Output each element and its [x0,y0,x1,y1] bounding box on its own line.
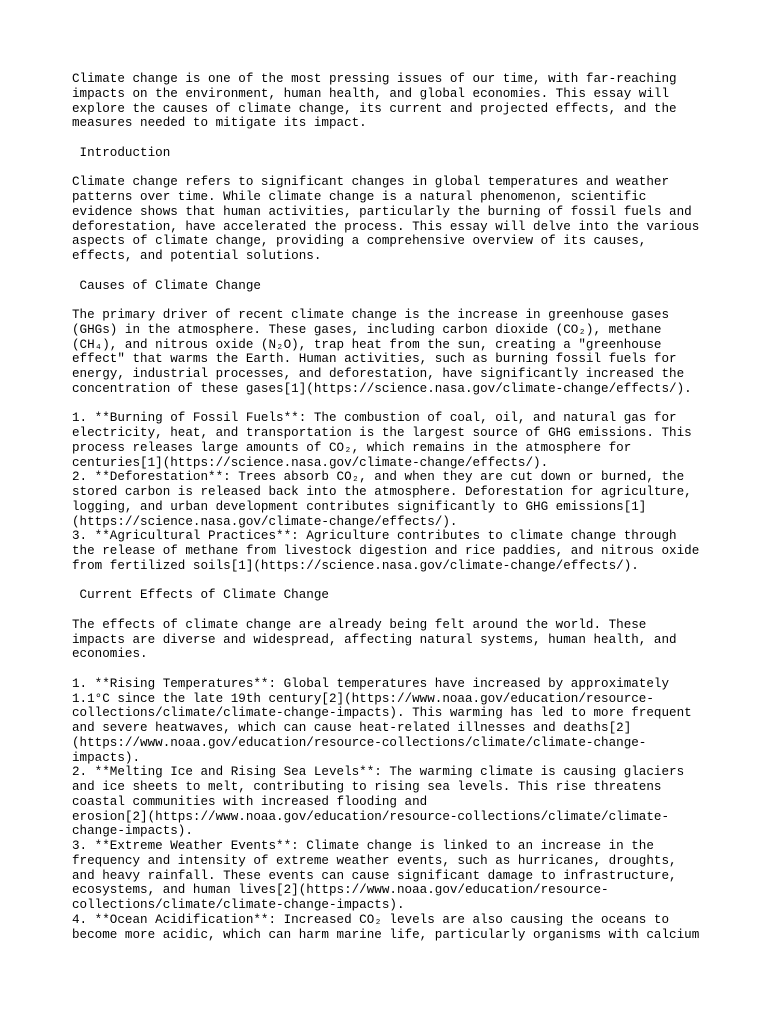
text-line: effect" that warms the Earth. Human activities, such as burning fossil fuels for [72,352,677,367]
causes-list [72,411,712,573]
list-item-line: coastal communities with increased flooding and [72,794,428,809]
section-heading-causes: Causes of Climate Change [72,278,261,293]
list-item-line: and severe heatwaves, which can cause heat-related illnesses and deaths[2] [72,721,632,735]
text-line: measures needed to mitigate its impact. [72,116,367,131]
list-item-line: 1.1°C since the late 19th century[2](https://www.noaa.gov/education/resource- [72,691,654,706]
document-page [72,72,712,942]
blank-line [72,603,712,618]
section-heading-current-effects: Current Effects of Climate Change [72,588,329,603]
text-line: Climate change refers to significant changes in global temperatures and weather [72,175,670,190]
text-line: explore the causes of climate change, its current and projected effects, and the [72,101,677,116]
list-item-line: logging, and urban development contributes significantly to GHG emissions[1] [72,499,647,514]
text-line: aspects of climate change, providing a comprehensive overview of its causes, [72,234,647,249]
text-line: energy, industrial processes, and deforestation, have significantly increased the [72,367,685,381]
list-item-line: 1. **Rising Temperatures**: Global temperatures have increased by approximately [72,676,670,691]
list-item-line: 1. **Burning of Fossil Fuels**: The combustion of coal, oil, and natural gas for [72,411,677,426]
list-item-line: frequency and intensity of extreme weather events, such as hurricanes, droughts, [72,853,677,868]
list-item-line: 3. **Agricultural Practices**: Agriculture contributes to climate change through [72,529,677,544]
list-item-line: erosion[2](https://www.noaa.gov/education/resource-collections/climate/climate- [72,809,670,824]
list-item-line: electricity, heat, and transportation is the largest source of GHG emissions. This [72,426,692,440]
list-item-line: 2. **Melting Ice and Rising Sea Levels**: The warming climate is causing glaciers [72,765,685,780]
text-line: (CH₄), and nitrous oxide (N₂O), trap heat from the sun, creating a "greenhouse [72,337,662,352]
introduction-paragraph [72,175,712,264]
text-line: The primary driver of recent climate change is the increase in greenhouse gases [72,308,670,322]
list-item-line: collections/climate/climate-change-impacts). [72,898,405,912]
text-line: impacts are diverse and widespread, affecting natural systems, human health, and [72,632,677,647]
blank-line [72,397,712,412]
text-line: concentration of these gases[1](https://science.nasa.gov/climate-change/effects/). [72,381,692,396]
blank-line [72,662,712,677]
list-item-line: change-impacts). [72,824,193,839]
list-item-line: stored carbon is released back into the atmosphere. Deforestation for agriculture, [72,485,692,499]
list-item-line: process releases large amounts of CO₂, which remains in the atmosphere for [72,440,632,455]
list-item-line: ecosystems, and human lives[2](https://www.noaa.gov/education/resource- [72,883,609,898]
list-item-line: the release of methane from livestock digestion and rice paddies, and nitrous oxide [72,544,700,558]
current-effects-paragraph [72,618,712,662]
list-item-line: become more acidic, which can harm marine life, particularly organisms with calcium [72,927,700,942]
intro-paragraph [72,72,712,131]
list-item-line: impacts). [72,750,141,765]
list-item-line: 2. **Deforestation**: Trees absorb CO₂, and when they are cut down or burned, the [72,470,685,485]
blank-line [72,574,712,589]
blank-line [72,264,712,279]
list-item-line: (https://www.noaa.gov/education/resource-collections/climate/climate-change- [72,735,647,750]
list-item-line: and heavy rainfall. These events can cause significant damage to infrastructure, [72,868,677,883]
text-line: patterns over time. While climate change is a natural phenomenon, scientific [72,190,647,204]
list-item-line: (https://science.nasa.gov/climate-change/effects/). [72,514,458,529]
section-heading-introduction: Introduction [72,145,171,160]
causes-paragraph [72,308,712,397]
text-line: evidence shows that human activities, particularly the burning of fossil fuels and [72,204,692,219]
text-line: Climate change is one of the most pressing issues of our time, with far-reaching [72,72,677,86]
list-item-line: centuries[1](https://science.nasa.gov/climate-change/effects/). [72,455,549,470]
blank-line [72,293,712,308]
list-item-line: collections/climate/climate-change-impacts). This warming has led to more frequent [72,706,692,721]
text-line: The effects of climate change are already being felt around the world. These [72,617,647,632]
list-item-line: 3. **Extreme Weather Events**: Climate change is linked to an increase in the [72,839,654,853]
text-line: deforestation, have accelerated the process. This essay will delve into the various [72,219,700,234]
blank-line [72,131,712,146]
text-line: (GHGs) in the atmosphere. These gases, including carbon dioxide (CO₂), methane [72,322,662,337]
list-item-line: and ice sheets to melt, contributing to rising sea levels. This rise threatens [72,780,662,794]
list-item-line: 4. **Ocean Acidification**: Increased CO₂ levels are also causing the oceans to [72,912,670,927]
text-line: economies. [72,647,148,662]
list-item-line: from fertilized soils[1](https://science.nasa.gov/climate-change/effects/). [72,558,639,573]
text-line: impacts on the environment, human health, and global economies. This essay will [72,86,670,101]
text-line: effects, and potential solutions. [72,249,322,263]
blank-line [72,161,712,176]
current-effects-list [72,677,712,943]
